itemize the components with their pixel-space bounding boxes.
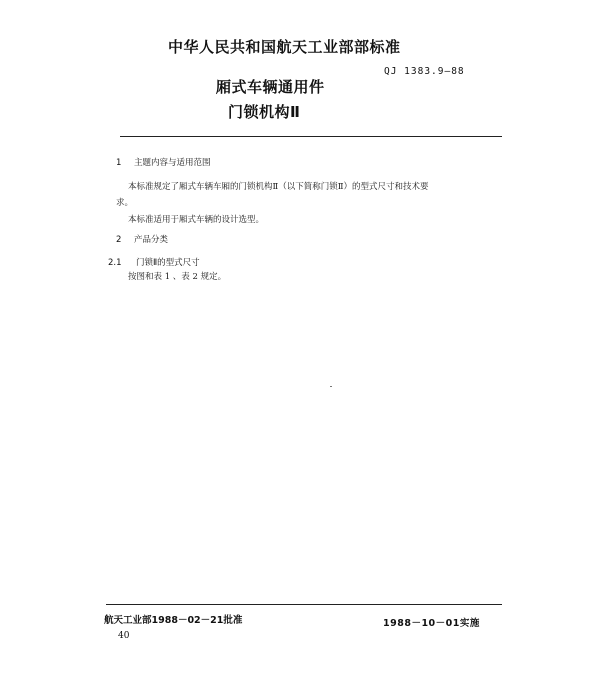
section-2-1-heading <box>108 256 200 268</box>
section-1-title: 主题内容与适用范围 <box>134 158 211 168</box>
footer-divider <box>106 604 502 605</box>
section-2-number: 2 <box>116 235 122 245</box>
scan-speck <box>330 386 332 387</box>
approval-date: 航天工业部1988－02－21批准 <box>104 615 243 626</box>
section-2-1-paragraph: 按图和表 1 、表 2 规定。 <box>128 272 227 282</box>
section-2-heading <box>116 233 168 245</box>
page-number: 40 <box>118 631 130 641</box>
section-1-paragraph-1-line-1: 本标准规定了厢式车辆车厢的门锁机构Ⅱ（以下简称门锁Ⅱ）的型式尺寸和技术要 <box>128 182 429 192</box>
section-2-1-title: 门锁Ⅱ的型式尺寸 <box>136 258 200 268</box>
section-2-title: 产品分类 <box>134 235 169 245</box>
document-title-line1: 厢式车辆通用件 <box>216 78 325 96</box>
section-1-paragraph-2: 本标准适用于厢式车辆的设计选型。 <box>128 215 265 225</box>
ministry-standard-header: 中华人民共和国航天工业部部标准 <box>168 38 401 56</box>
standard-code: QJ 1383.9—88 <box>384 66 465 77</box>
section-1-number: 1 <box>116 158 122 168</box>
document-title-line2: 门锁机构Ⅱ <box>228 103 301 121</box>
section-1-heading <box>116 156 211 168</box>
header-divider <box>120 136 502 137</box>
implementation-date: 1988－10－01实施 <box>383 618 480 629</box>
section-2-1-number: 2.1 <box>108 258 122 268</box>
section-1-paragraph-1-line-2: 求。 <box>116 198 134 208</box>
